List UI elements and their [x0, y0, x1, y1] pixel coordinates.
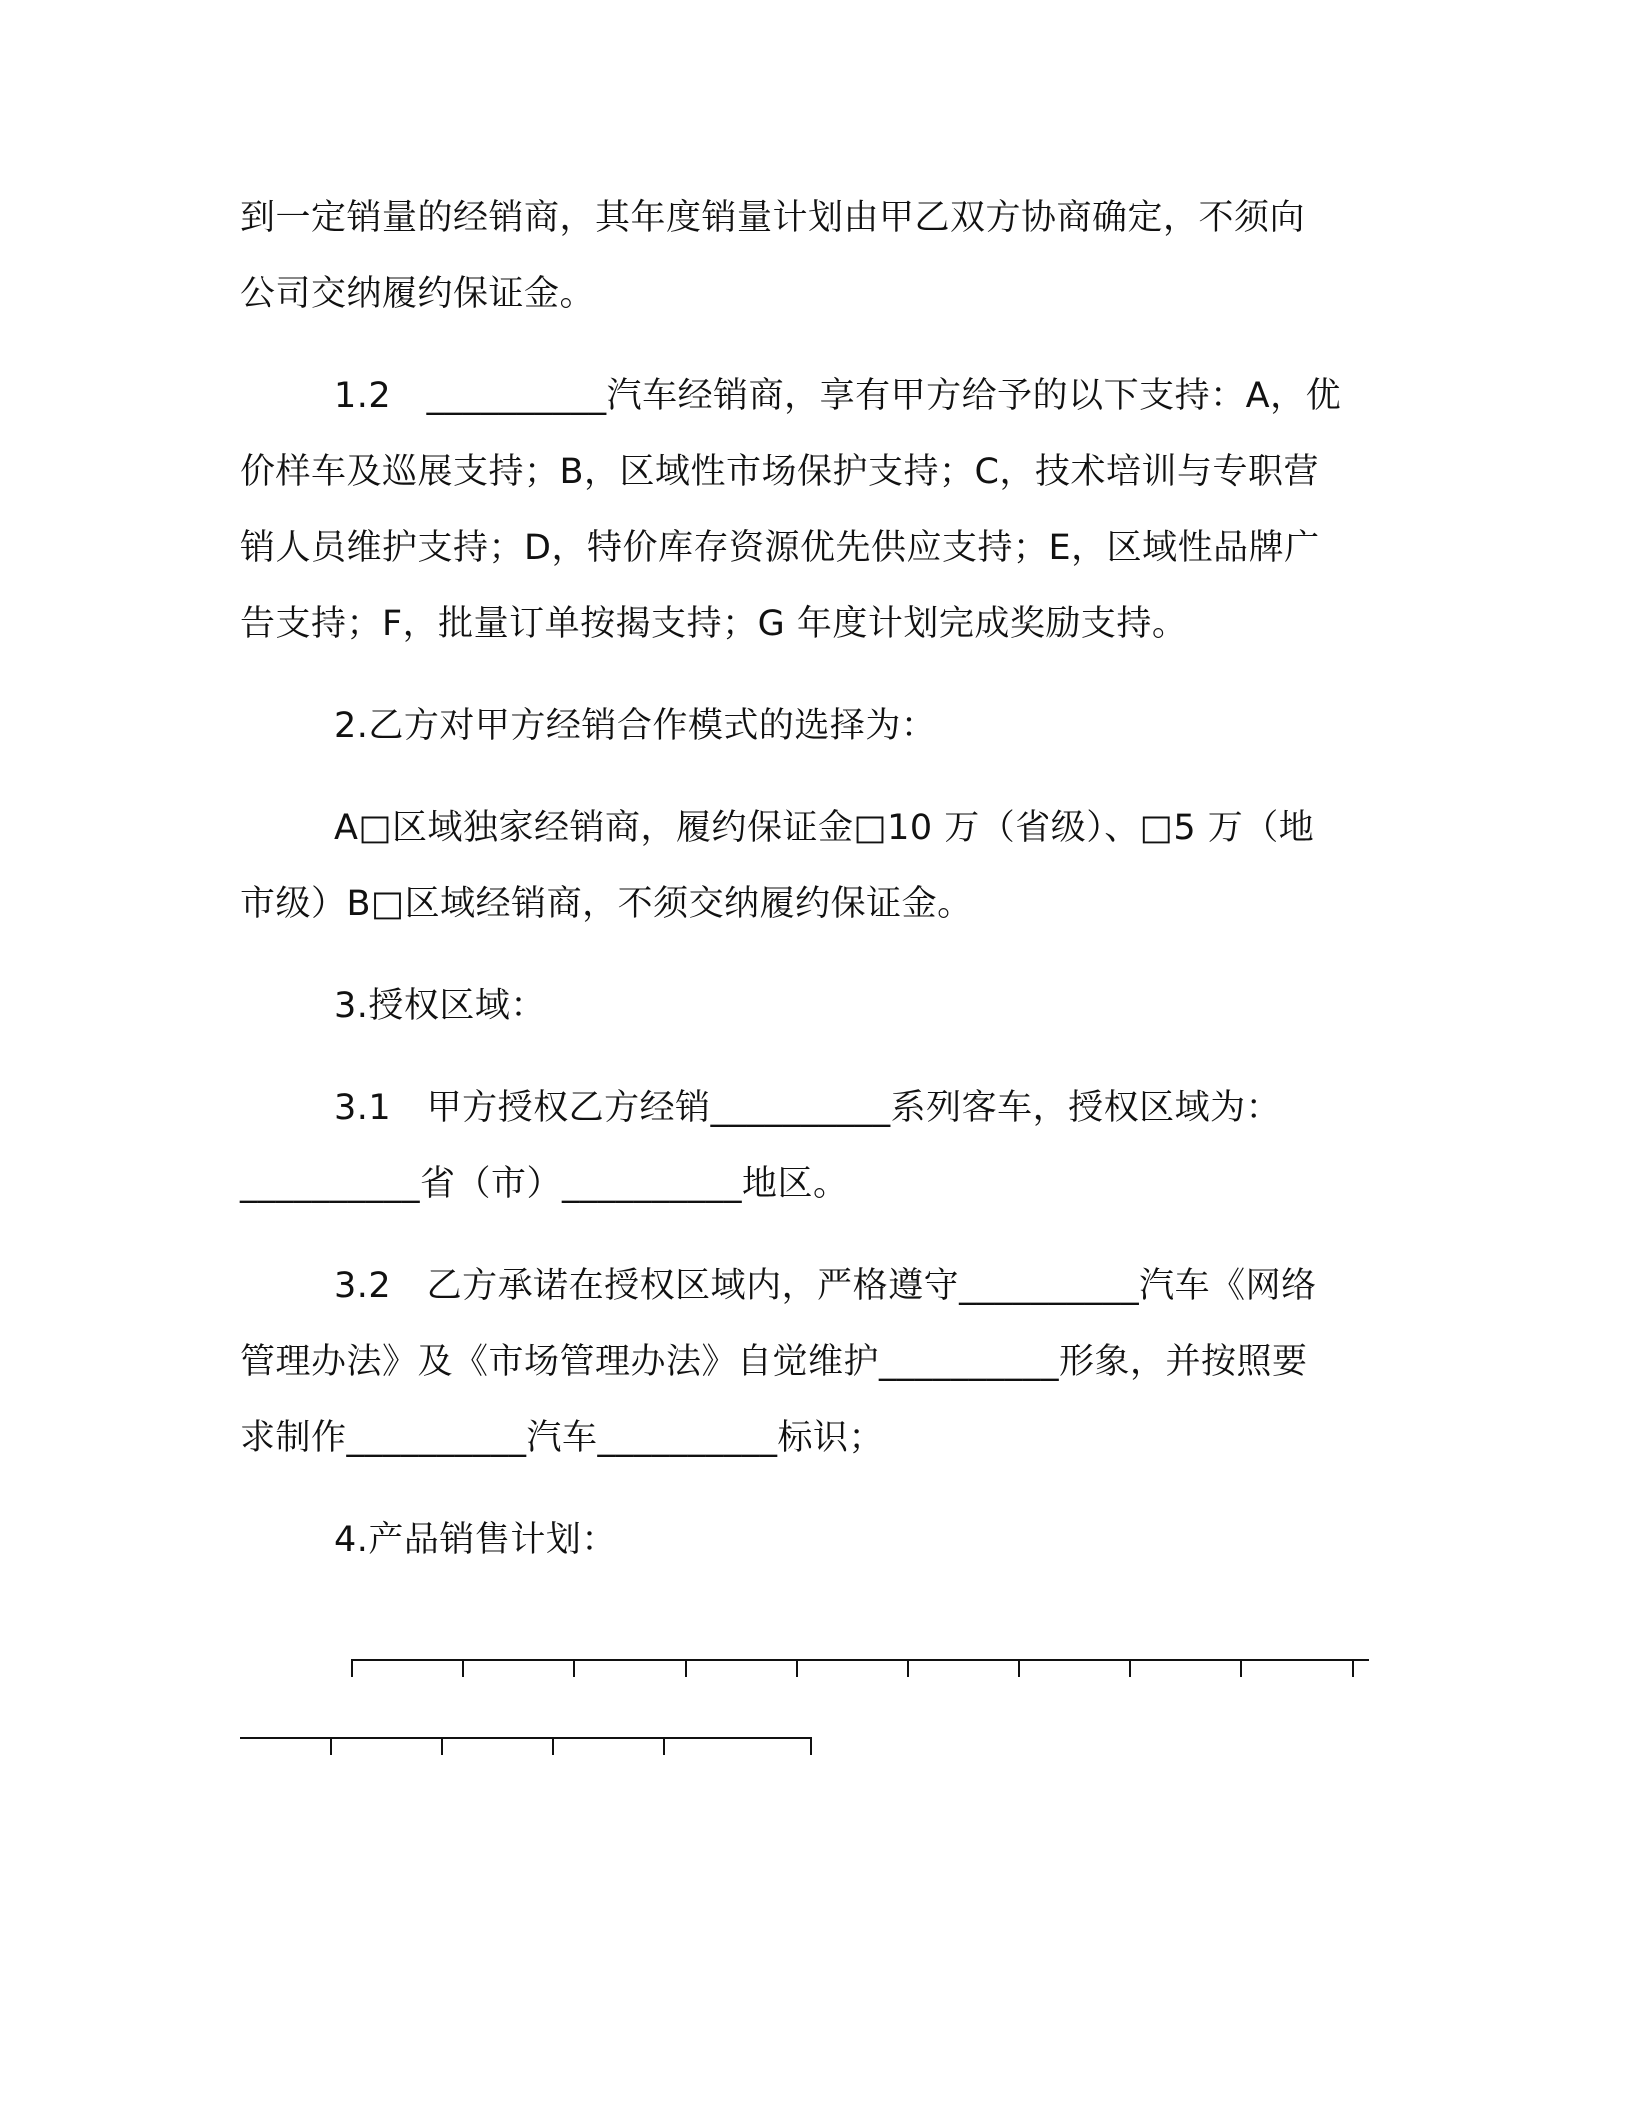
section-3-heading: 3.授权区域： [334, 986, 546, 1026]
clause-3-2-line: 求制作__________汽车__________标识； [240, 1418, 885, 1458]
clause-3-1-line: 3.1 甲方授权乙方经销__________系列客车，授权区域为： [334, 1088, 1282, 1128]
table-column-tick [1129, 1659, 1131, 1677]
table-column-tick [552, 1737, 554, 1755]
table-column-tick [663, 1737, 665, 1755]
clause-1-2-line: 销人员维护支持；D，特价库存资源优先供应支持；E，区域性品牌广 [240, 528, 1320, 568]
paragraph-line: 公司交纳履约保证金。 [240, 274, 596, 314]
table-column-tick [907, 1659, 909, 1677]
section-4-heading: 4.产品销售计划： [334, 1520, 617, 1560]
clause-3-2-line: 3.2 乙方承诺在授权区域内，严格遵守__________汽车《网络 [334, 1266, 1317, 1306]
table-top-rule [351, 1659, 1369, 1661]
clause-3-1-line: __________省（市）__________地区。 [240, 1164, 849, 1204]
table-column-tick [1240, 1659, 1242, 1677]
section-2-heading: 2.乙方对甲方经销合作模式的选择为： [334, 706, 937, 746]
table-column-tick [330, 1737, 332, 1755]
table-column-tick [796, 1659, 798, 1677]
table-column-tick [573, 1659, 575, 1677]
cooperation-options-line: 市级）B□区域经销商，不须交纳履约保证金。 [240, 884, 973, 924]
table-column-tick [441, 1737, 443, 1755]
table-column-tick [810, 1737, 812, 1755]
clause-3-2-line: 管理办法》及《市场管理办法》自觉维护__________形象，并按照要 [240, 1342, 1308, 1382]
cooperation-options-line: A□区域独家经销商，履约保证金□10 万（省级）、□5 万（地 [334, 808, 1315, 848]
table-column-tick [351, 1659, 353, 1677]
clause-1-2-line: 告支持；F，批量订单按揭支持；G 年度计划完成奖励支持。 [240, 604, 1188, 644]
table-column-tick [1352, 1659, 1354, 1677]
table-second-rule [240, 1737, 812, 1739]
clause-1-2-line: 1.2 __________汽车经销商，享有甲方给予的以下支持：A，优 [334, 376, 1342, 416]
table-column-tick [685, 1659, 687, 1677]
paragraph-line: 到一定销量的经销商，其年度销量计划由甲乙双方协商确定，不须向 [240, 198, 1306, 238]
clause-1-2-line: 价样车及巡展支持；B，区域性市场保护支持；C，技术培训与专职营 [240, 452, 1319, 492]
table-column-tick [462, 1659, 464, 1677]
table-column-tick [1018, 1659, 1020, 1677]
